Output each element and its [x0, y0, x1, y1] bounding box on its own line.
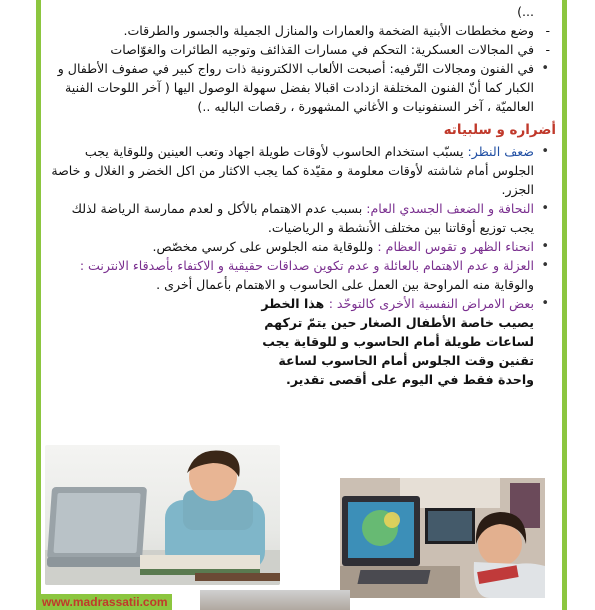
section-heading: أضراره و سلبياته: [443, 122, 556, 138]
harm-title: العزلة و عدم الاهتمام بالعائلة و عدم تكوين صداقات حقيقية و الاكتفاء بأصدقاء الانترنت :: [79, 258, 534, 273]
harm-text: وللوقاية منه الجلوس على كرسي مخصّص.: [152, 239, 378, 254]
harm-title: انحناء الظهر و تقوس العظام :: [377, 239, 534, 254]
page-border-right: [562, 0, 567, 610]
harm-text: بسبب عدم الاهتمام بالأكل و لعدم ممارسة الرياضة لذلك يجب توزيع أوقاتنا بين مختلف الأنشطة و الرياضيات.: [71, 201, 534, 235]
harm-item: [48, 294, 556, 389]
harms-list: [48, 142, 556, 389]
harm-title: النحافة و الضعف الجسدي العام:: [366, 201, 534, 216]
harm-item: [48, 142, 556, 199]
intro-dot-list: [48, 59, 556, 116]
list-item: • في الفنون ومجالات التّرفيه: أصبحت الألعاب الالكترونية ذات رواج كبير في صفوف الأطفال و الكبار كما أنّ الفنون المختلفة ازدادت اقبالا بفضل سهولة الوصول اليها ( آخر اللوحات الفنية العالميّة ، آخر السنفونيات و الأغاني المشهورة ، رقصات الباليه ..): [48, 59, 556, 116]
harm-item: [48, 199, 556, 237]
harm-text: هذا الخطر يصيب خاصة الأطفال الصغار حين يتمّ تركهم لساعات طويلة أمام الحاسوب و للوقاية يجب تقنين وقت الجلوس أمام الحاسوب لساعة واحدة فقط في اليوم على أقصى تقدير.: [261, 296, 534, 387]
photo-bottom-partial: [200, 590, 350, 610]
photo-girl-computer: [340, 478, 545, 598]
harm-title: ضعف النظر:: [467, 144, 534, 159]
website-watermark: www.madrassatii.com: [38, 594, 172, 610]
intro-continuation: ...): [517, 4, 534, 19]
list-item: - وضع مخططات الأبنية الضخمة والعمارات والمنازل الجميلة والجسور والطرقات.: [48, 21, 556, 40]
page-border-left: [36, 0, 41, 610]
list-item: - في المجالات العسكرية: التحكم في مسارات القذائف وتوجيه الطائرات والغوّاصات: [48, 40, 556, 59]
document-content: [48, 2, 556, 389]
harm-title: بعض الامراض النفسية الأخرى كالتوحّد :: [328, 296, 534, 311]
intro-dash-list: [48, 21, 556, 59]
harm-item: [48, 256, 556, 294]
harm-text: يسبّب استخدام الحاسوب لأوقات طويلة اجهاد وتعب العينين وللوقاية يجب الجلوس أمام شاشته لأوقات معلومة و مقيّدة كما يجب الاكثار من اكل الخضر و الغلال و خاصة الجزر.: [51, 144, 534, 197]
harm-item: [48, 237, 556, 256]
photo-boy-laptop: [45, 445, 280, 585]
harm-text: والوقاية منه المراوحة بين العمل على الحاسوب و الاهتمام بأعمال أخرى .: [156, 277, 534, 292]
